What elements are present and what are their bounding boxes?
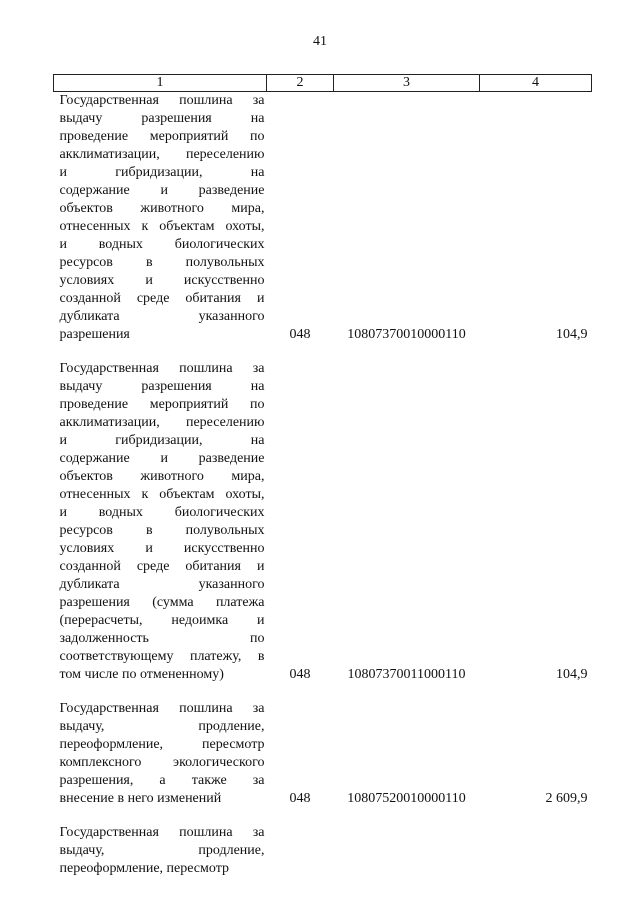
name-line: и водных биологических xyxy=(59,237,265,252)
spacer-cell xyxy=(334,684,480,700)
name-line: условиях и искусственно xyxy=(59,273,265,288)
spacer-cell xyxy=(267,684,334,700)
name-line: задолженность по xyxy=(59,631,265,646)
name-line: Государственная пошлина за xyxy=(59,825,265,840)
admin-code-cell xyxy=(267,824,334,878)
name-line: соответствующему платежу, в xyxy=(59,649,265,664)
spacer-cell xyxy=(334,808,480,824)
amount-cell: 104,9 xyxy=(556,667,588,682)
name-line: разрешения xyxy=(59,327,130,342)
kbk-code-cell: 10807370010000110 xyxy=(347,327,466,342)
name-line: Государственная пошлина за xyxy=(59,93,265,108)
name-line: проведение мероприятий по xyxy=(59,129,265,144)
column-header-3: 3 xyxy=(334,75,480,92)
table-row xyxy=(54,824,592,878)
row-name-cell xyxy=(54,700,267,808)
column-header-2: 2 xyxy=(267,75,334,92)
spacer-cell xyxy=(54,684,267,700)
column-header-1: 1 xyxy=(54,75,267,92)
amount-cell: 104,9 xyxy=(556,327,588,342)
row-spacer xyxy=(54,344,592,360)
row-name-cell xyxy=(54,92,267,345)
kbk-code-cell xyxy=(334,824,480,878)
kbk-code-cell: 10807370011000110 xyxy=(347,667,466,682)
spacer-cell xyxy=(54,808,267,824)
name-line: и водных биологических xyxy=(59,505,265,520)
admin-code-cell: 048 xyxy=(289,791,311,806)
name-line: содержание и разведение xyxy=(59,183,265,198)
name-line: отнесенных к объектам охоты, xyxy=(59,219,265,234)
name-line: выдачу, продление, xyxy=(59,843,265,858)
row-spacer xyxy=(54,808,592,824)
name-line: созданной среде обитания и xyxy=(59,291,265,306)
name-line: Государственная пошлина за xyxy=(59,701,265,716)
spacer-cell xyxy=(267,344,334,360)
name-line: дубликата указанного xyxy=(59,577,265,592)
admin-code-cell: 048 xyxy=(289,667,311,682)
name-line: ресурсов в полувольных xyxy=(59,255,265,270)
name-line: переоформление, пересмотр xyxy=(59,861,229,876)
spacer-cell xyxy=(54,344,267,360)
row-name-cell xyxy=(54,360,267,684)
column-number-header-row xyxy=(54,75,592,92)
kbk-code-cell: 10807520010000110 xyxy=(347,791,466,806)
name-line: и гибридизации, на xyxy=(59,433,265,448)
name-line: условиях и искусственно xyxy=(59,541,265,556)
page-number: 41 xyxy=(313,34,327,49)
spacer-cell xyxy=(480,344,592,360)
name-line: акклиматизации, переселению xyxy=(59,415,265,430)
name-line: комплексного экологического xyxy=(59,755,265,770)
column-header-4: 4 xyxy=(480,75,592,92)
spacer-cell xyxy=(267,808,334,824)
name-line: том числе по отмененному) xyxy=(59,667,224,682)
spacer-cell xyxy=(480,684,592,700)
name-line: и гибридизации, на xyxy=(59,165,265,180)
name-line: ресурсов в полувольных xyxy=(59,523,265,538)
amount-cell xyxy=(480,824,592,878)
name-line: проведение мероприятий по xyxy=(59,397,265,412)
name-line: созданной среде обитания и xyxy=(59,559,265,574)
name-line: разрешения, а также за xyxy=(59,773,265,788)
table-row xyxy=(54,360,592,684)
name-line: выдачу разрешения на xyxy=(59,379,265,394)
name-line: дубликата указанного xyxy=(59,309,265,324)
admin-code-cell: 048 xyxy=(289,327,311,342)
name-line: объектов животного мира, xyxy=(59,469,265,484)
name-line: выдачу разрешения на xyxy=(59,111,265,126)
row-name-cell xyxy=(54,824,267,878)
name-line: выдачу, продление, xyxy=(59,719,265,734)
name-line: Государственная пошлина за xyxy=(59,361,265,376)
table-row xyxy=(54,700,592,808)
table-row xyxy=(54,92,592,345)
name-line: (перерасчеты, недоимка и xyxy=(59,613,265,628)
spacer-cell xyxy=(480,808,592,824)
name-line: внесение в него изменений xyxy=(59,791,222,806)
name-line: разрешения (сумма платежа xyxy=(59,595,265,610)
amount-cell: 2 609,9 xyxy=(545,791,588,806)
table-body xyxy=(54,92,592,879)
name-line: акклиматизации, переселению xyxy=(59,147,265,162)
name-line: отнесенных к объектам охоты, xyxy=(59,487,265,502)
name-line: содержание и разведение xyxy=(59,451,265,466)
name-line: переоформление, пересмотр xyxy=(59,737,265,752)
budget-revenue-table xyxy=(53,74,592,878)
name-line: объектов животного мира, xyxy=(59,201,265,216)
row-spacer xyxy=(54,684,592,700)
spacer-cell xyxy=(334,344,480,360)
